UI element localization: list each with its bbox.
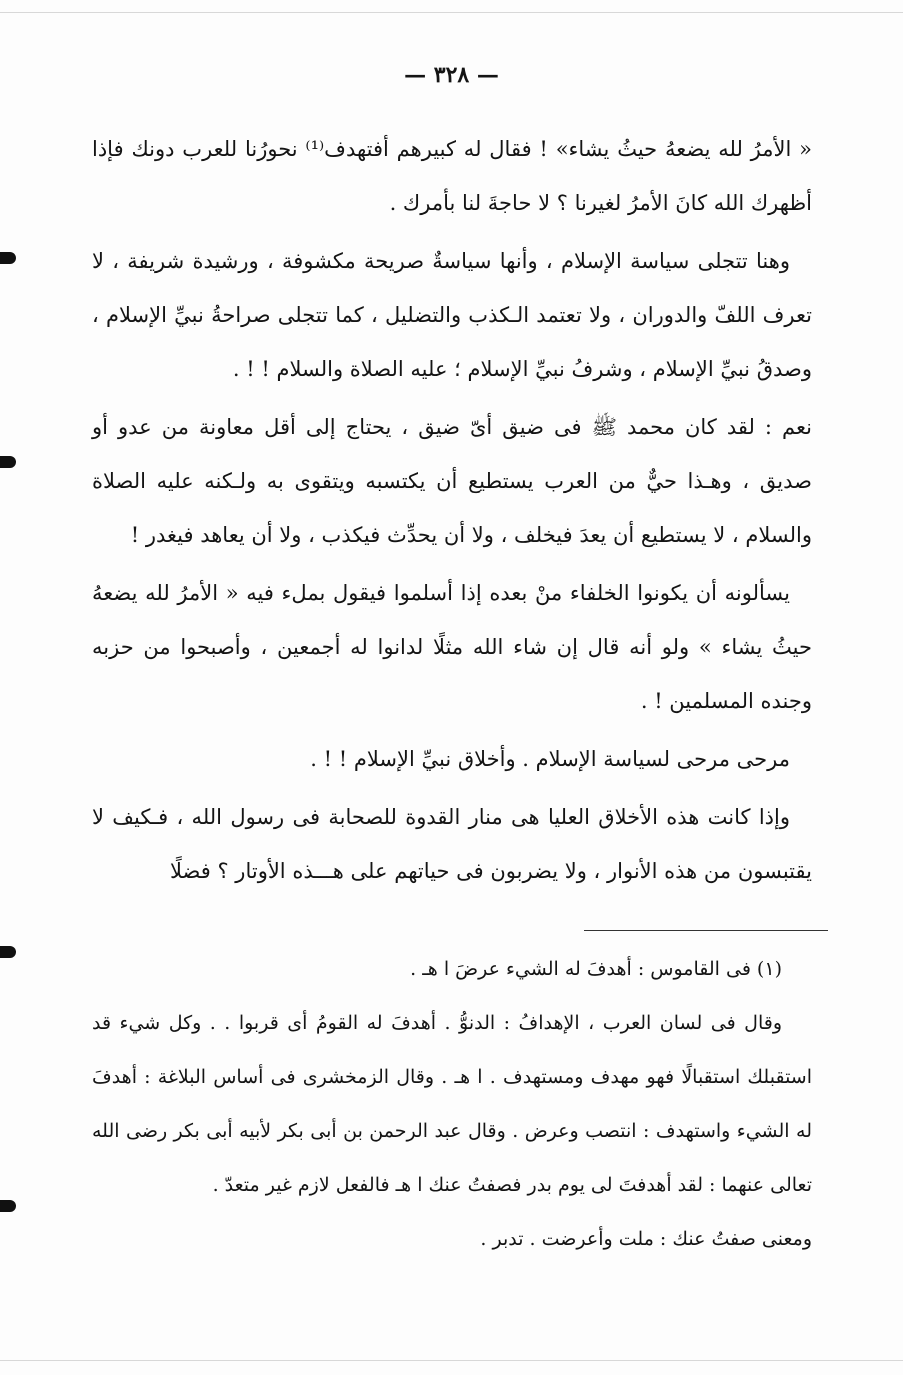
paragraph: وإذا كانت هذه الأخلاق العليا هى منار القدوة للصحابة فى رسول الله ، فـكيف لا يقتبسون من هذه الأنوار ، ولا يضربون فى حياتهم على هـــذه الأوتار ؟ فضلًا xyxy=(92,805,812,883)
binding-mark xyxy=(0,252,16,264)
main-text xyxy=(92,122,812,898)
footnotes xyxy=(92,942,812,1266)
binding-mark xyxy=(0,456,16,468)
footnote-separator xyxy=(584,930,828,931)
paragraph: وهنا تتجلى سياسة الإسلام ، وأنها سياسةٌ صريحة مكشوفة ، ورشيدة شريفة ، لا تعرف اللفّ والدوران ، ولا تعتمد الـكذب والتضليل ، كما تتجلى صراحةُ نبيِّ الإسلام ، وصدقُ نبيِّ الإسلام ، وشرفُ نبيِّ الإسلام ؛ عليه الصلاة والسلام ! ! . xyxy=(92,249,812,381)
scan-edge-top xyxy=(0,12,903,13)
scan-edge-bottom xyxy=(0,1360,903,1361)
binding-mark xyxy=(0,1200,16,1212)
paragraph: يسألونه أن يكونوا الخلفاء منْ بعده إذا أسلموا فيقول بملء فيه « الأمرُ لله يضعهُ حيثُ يشاء » ولو أنه قال إن شاء الله مثلًا لدانوا له أجمعين ، وأصبحوا من حزبه وجنده المسلمين ! . xyxy=(92,581,812,713)
paragraph: مرحى مرحى لسياسة الإسلام . وأخلاق نبيِّ الإسلام ! ! . xyxy=(310,747,790,771)
footnote: ومعنى صفتُ عنك : ملت وأعرضت . تدبر . xyxy=(480,1228,812,1250)
paragraph: « الأمرُ لله يضعهُ حيثُ يشاء» ! فقال له كبيرهم أفتهدف⁽¹⁾ نحورُنا للعرب دونك فإذا أظهرك الله كانَ الأمرُ لغيرنا ؟ لا حاجةَ لنا بأمرك . xyxy=(92,137,812,215)
binding-mark xyxy=(0,946,16,958)
footnote: وقال فى لسان العرب ، الإهدافُ : الدنوُّ . أهدفَ له القومُ أى قربوا . . وكل شيء قد استقبلك استقبالًا فهو مهدف ومستهدف . ا هـ . وقال الزمخشرى فى أساس البلاغة : أهدفَ له الشيء واستهدف : انتصب وعرض . وقال عبد الرحمن بن أبى بكر لأبيه أبى بكر رضى الله تعالى عنهما : لقد أهدفتَ لى يوم بدر فصفتُ عنك ا هـ فالفعل لازم غير متعدّ . xyxy=(92,1012,812,1196)
paragraph: نعم : لقد كان محمد ﷺ فى ضيق أىّ ضيق ، يحتاج إلى أقل معاونة من عدو أو صديق ، وهـذا حيٌّ من العرب يستطيع أن يكتسبه ويتقوى به ولـكنه عليه الصلاة والسلام ، لا يستطيع أن يعدَ فيخلف ، ولا أن يحدِّث فيكذب ، ولا أن يعاهد فيغدر ! xyxy=(92,415,812,547)
page-number: — ٣٢٨ — xyxy=(404,62,499,88)
footnote: (١) فى القاموس : أهدفَ له الشيء عرضَ ا هـ . xyxy=(410,958,782,980)
